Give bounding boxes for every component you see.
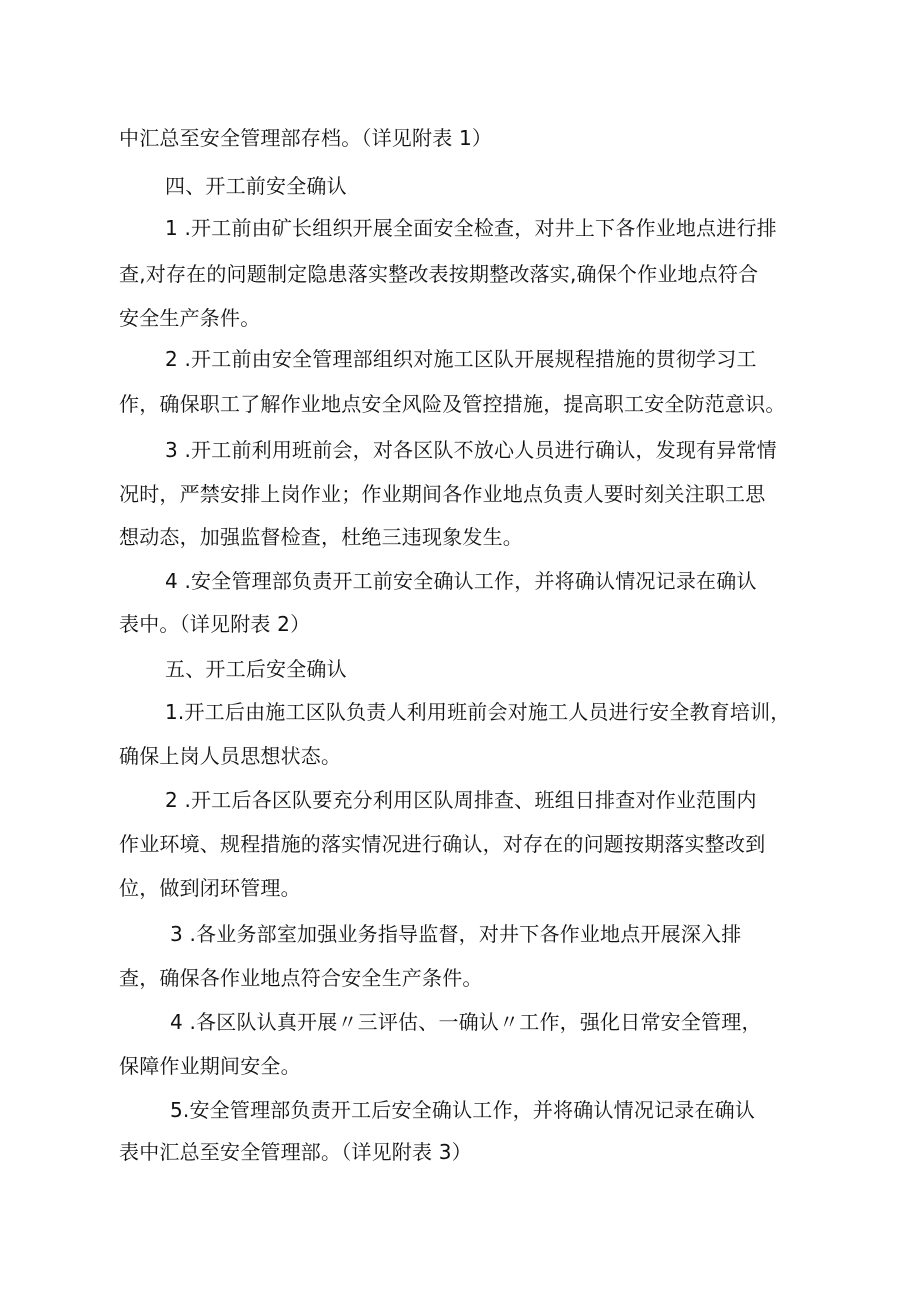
paragraph-line: 4 .各区队认真开展〃三评估、一确认〃工作，强化日常安全管理， — [170, 1010, 762, 1034]
paragraph-line: 况时，严禁安排上岗作业；作业期间各作业地点负责人要时刻关注职工思 — [119, 482, 766, 506]
paragraph-line: 确保上岗人员思想状态。 — [119, 744, 342, 768]
paragraph-line: 表中汇总至安全管理部。（详见附表 3） — [119, 1140, 472, 1164]
paragraph-line: 表中。（详见附表 2） — [119, 612, 311, 636]
section-heading: 五、开工后安全确认 — [165, 657, 347, 681]
paragraph-line: 1.开工后由施工区队负责人利用班前会对施工人员进行安全教育培训， — [165, 700, 791, 724]
paragraph-line: 3 .各业务部室加强业务指导监督，对井下各作业地点开展深入排 — [170, 922, 742, 946]
paragraph-line: 查，确保各作业地点符合安全生产条件。 — [119, 966, 483, 990]
paragraph-line: 3 .开工前利用班前会，对各区队不放心人员进行确认，发现有异常情 — [165, 438, 777, 462]
paragraph-line: 4 .安全管理部负责开工前安全确认工作，并将确认情况记录在确认 — [165, 569, 757, 593]
paragraph-line: 想动态，加强监督检查，杜绝三违现象发生。 — [119, 525, 523, 549]
paragraph-line: 1 .开工前由矿长组织开展全面安全检查，对井上下各作业地点进行排 — [165, 216, 777, 240]
paragraph-line: 查,对存在的问题制定隐患落实整改表按期整改落实,确保个作业地点符合 — [119, 262, 759, 286]
paragraph-line: 2 .开工后各区队要充分利用区队周排查、班组日排查对作业范围内 — [165, 788, 757, 812]
paragraph-line: 位，做到闭环管理。 — [119, 876, 301, 900]
paragraph-line: 安全生产条件。 — [119, 306, 261, 330]
section-heading: 四、开工前安全确认 — [165, 174, 347, 198]
paragraph-line: 作，确保职工了解作业地点安全风险及管控措施，提高职工安全防范意识。 — [119, 392, 786, 416]
paragraph-line: 保障作业期间安全。 — [119, 1054, 301, 1078]
paragraph-line: 中汇总至安全管理部存档。（详见附表 1） — [119, 126, 493, 150]
paragraph-line: 5.安全管理部负责开工后安全确认工作，并将确认情况记录在确认 — [170, 1098, 756, 1122]
paragraph-line: 作业环境、规程措施的落实情况进行确认，对存在的问题按期落实整改到 — [119, 832, 766, 856]
paragraph-line: 2 .开工前由安全管理部组织对施工区队开展规程措施的贯彻学习工 — [165, 347, 757, 371]
